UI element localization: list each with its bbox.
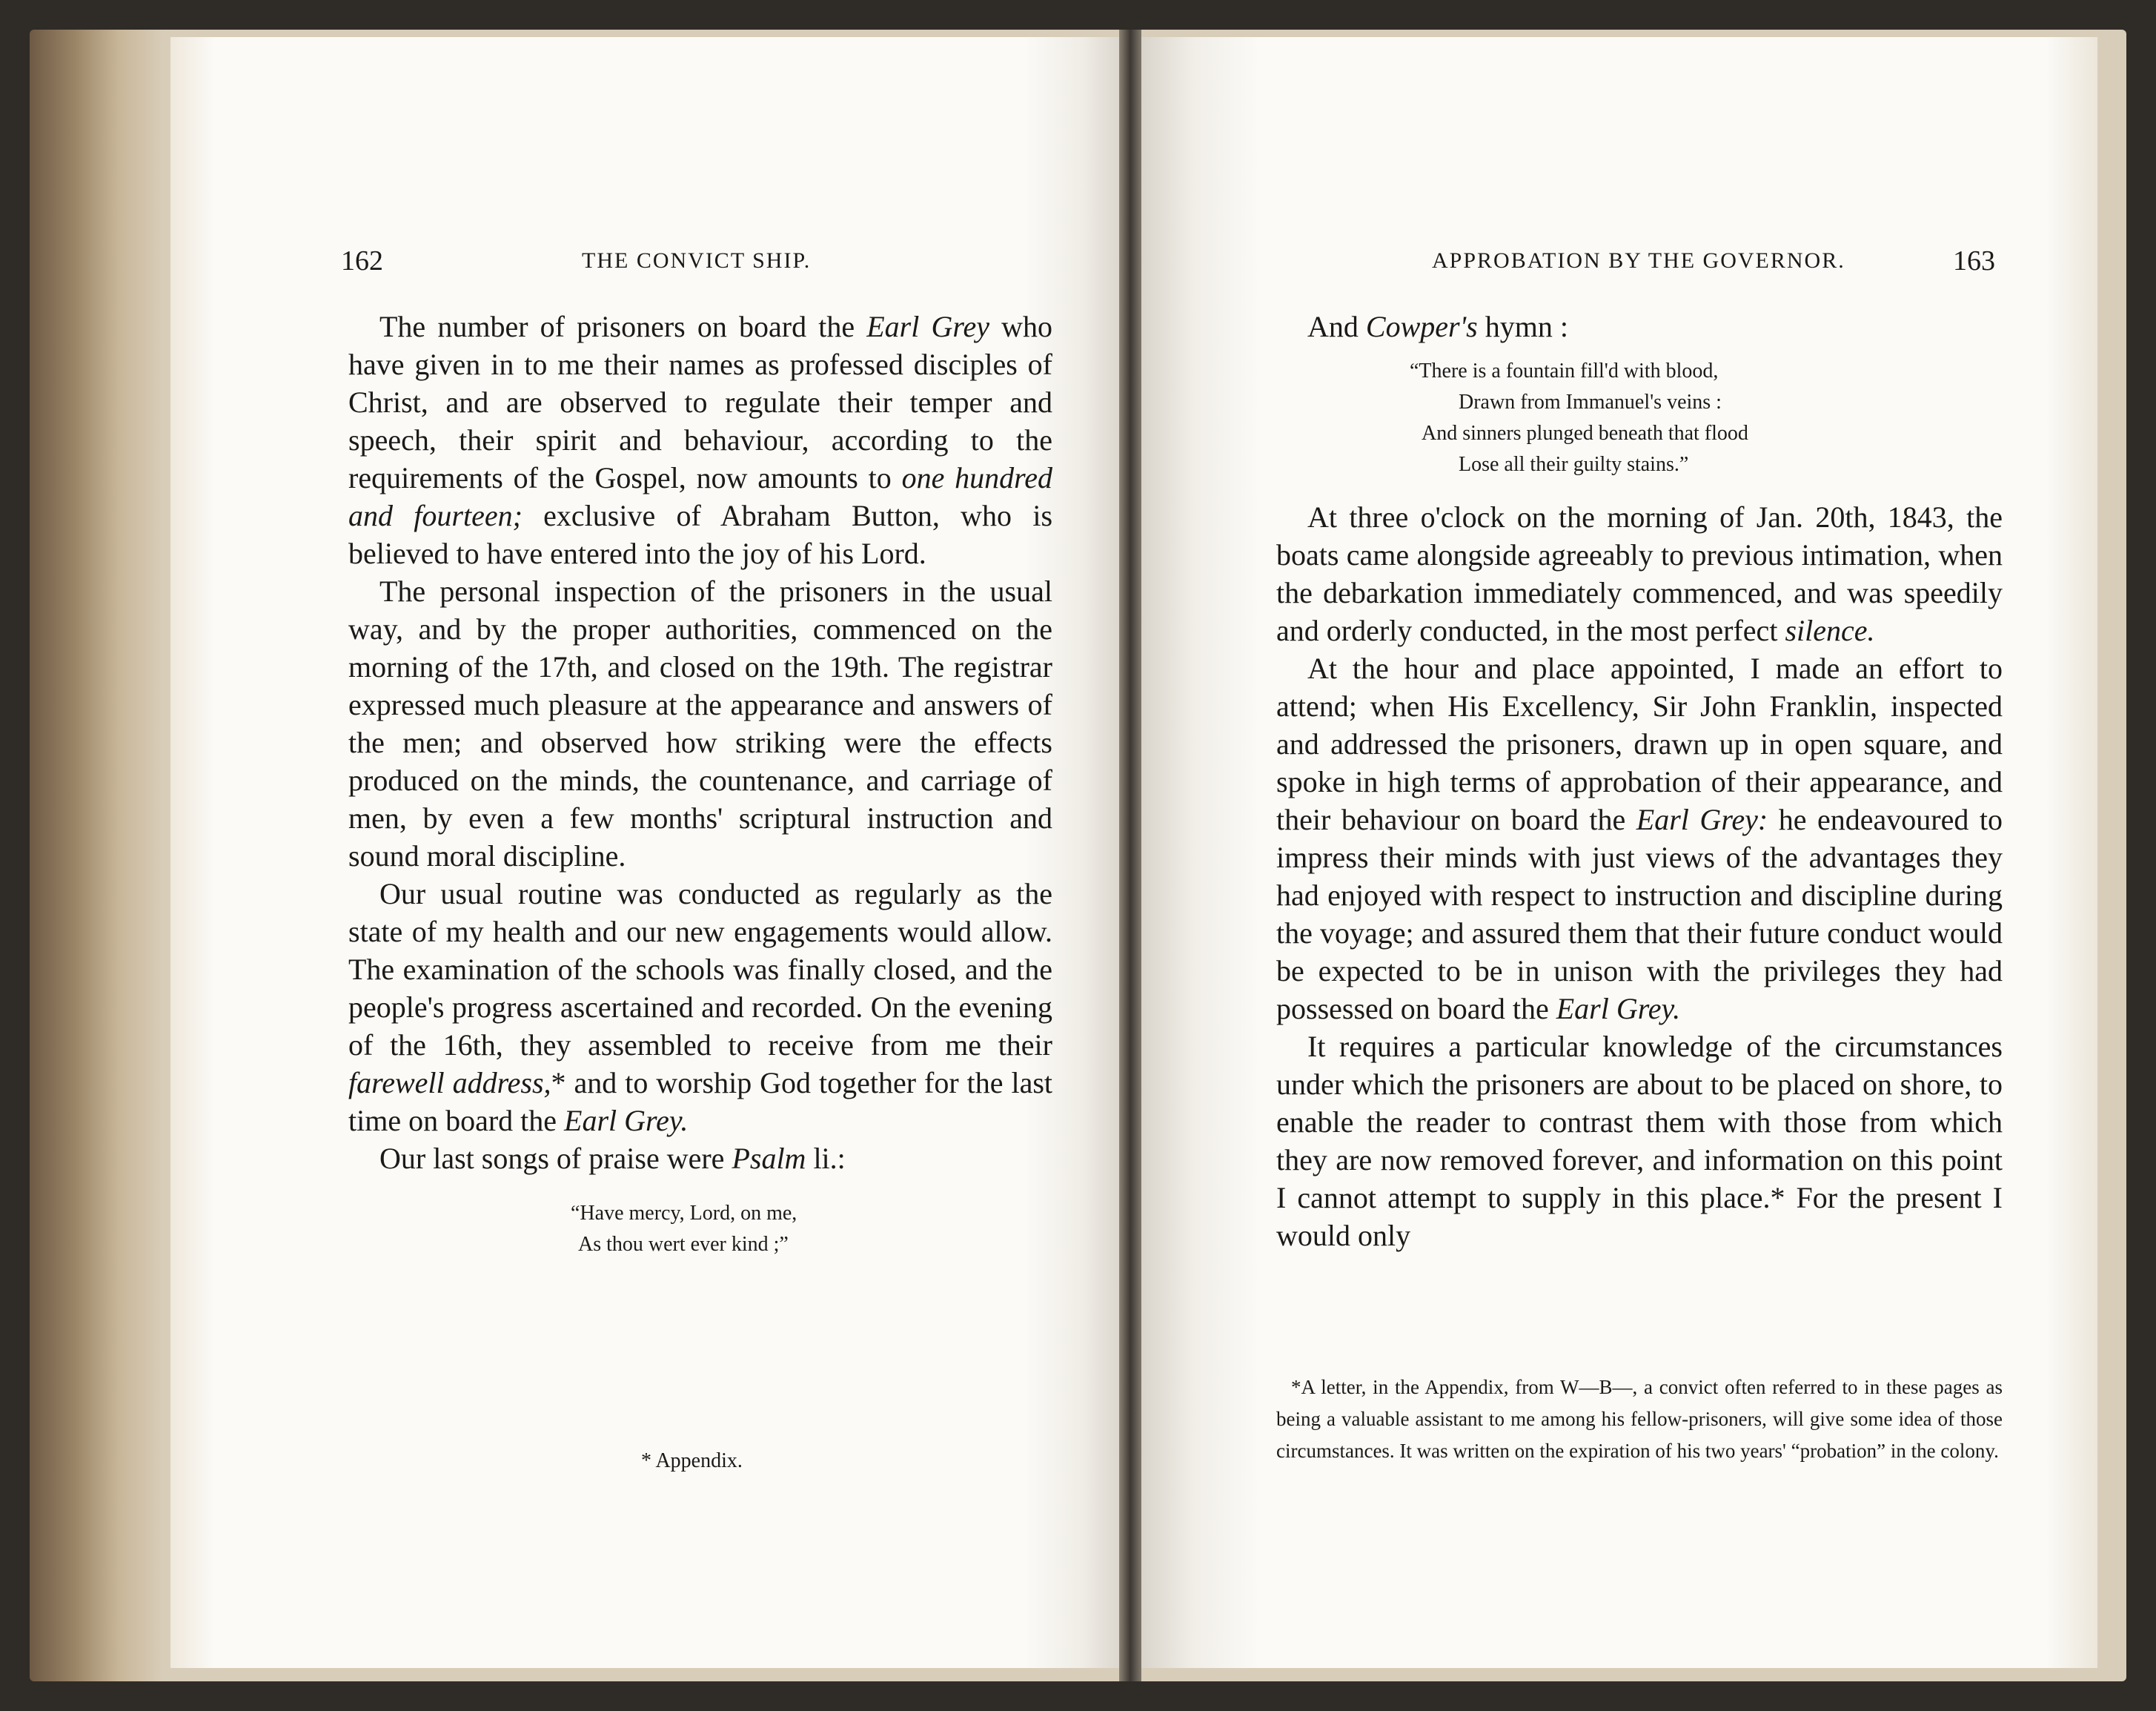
left-page [170, 37, 1119, 1668]
right-intro: And Cowper's hymn : [1307, 310, 1568, 343]
italic-text: farewell address, [348, 1066, 551, 1099]
left-paragraph-2: The personal inspection of the prisoners in the usual way, and by the proper authorities, commenced on the morning of the 17th, and closed on the 19th. The registrar expressed much pleasure at the appearance and answers of the men; and observed how striking were the effects produced on the minds, the countenance, and carriage of men, by even a few months' scriptural instruction and sound moral discipline. [348, 575, 1052, 873]
page-number-left: 162 [341, 245, 383, 277]
verse-line: “There is a fountain fill'd with blood, [1410, 360, 1719, 383]
page-number-right: 163 [1953, 245, 1995, 277]
book [30, 30, 2126, 1681]
left-verse [571, 1198, 1052, 1260]
right-paragraph-3: It requires a particular knowledge of the circumstances under which the prisoners are about to be placed on shore, to enable the reader to contrast them with those from which they are now removed forever, and information on this point I cannot attempt to supply in this place.* For the present I would only [1276, 1030, 2003, 1252]
left-paragraph-3: Our usual routine was conducted as regularly as the state of my health and our new engagements would allow. The examination of the schools was finally closed, and the people's progress ascertained and recorded. On the evening of the 16th, they assembled to receive from me their farewell address,* and to worship God together for the last time on board the Earl Grey. [348, 877, 1053, 1137]
footnote-right [1276, 1371, 2003, 1467]
footnote-left: * Appendix. [641, 1449, 743, 1472]
right-paragraph-1: At three o'clock on the morning of Jan. 20th, 1843, the boats came alongside agreeably to previous intimation, when the debarkation immediately commenced, and was speedily and orderly conducted, in the most perfect silence. [1276, 500, 2003, 647]
footnote-right-text: *A letter, in the Appendix, from W—B—, a convict often referred to in these pages as being a valuable assistant to me among his fellow-prisoners, will give some idea of those circumstances. It was written on the expiration of his two years' “probation” in the colony. [1276, 1376, 2003, 1462]
italic-text: Earl Grey. [564, 1104, 689, 1137]
italic-text: one hundred and fourteen; [348, 461, 1052, 532]
italic-text: Earl Grey. [1556, 992, 1681, 1025]
italic-text: silence. [1785, 614, 1875, 647]
left-paragraph-1: The number of prisoners on board the Earl Grey who have given in to me their names as professed disciples of Christ, and are observed to regulate their temper and speech, their spirit and behaviour, according to the requirements of the Gospel, now amounts to one hundred and fourteen; exclusive of Abraham Button, who is believed to have entered into the joy of his Lord. [348, 310, 1053, 570]
right-verse [1410, 356, 2003, 480]
verse-line: Lose all their guilty stains.” [1459, 453, 1689, 476]
left-paragraph-4: Our last songs of praise were Psalm li.: [379, 1142, 846, 1175]
verse-line: And sinners plunged beneath that flood [1422, 422, 1748, 445]
italic-text: Cowper's [1365, 310, 1478, 343]
italic-text: Earl Grey [866, 310, 989, 343]
verse-line: “Have mercy, Lord, on me, [571, 1202, 797, 1225]
verse-line: As thou wert ever kind ;” [578, 1233, 789, 1256]
book-gutter [1119, 30, 1141, 1681]
right-paragraph-2: At the hour and place appointed, I made an effort to attend; when His Excellency, Sir John Franklin, inspected and addressed the prisoners, drawn up in open square, and spoke in high terms of approbation of their appearance, and their behaviour on board the Earl Grey: he endeavoured to impress their minds with just views of the advantages they had enjoyed with respect to instruction and discipline during the voyage; and assured them that their future conduct would be expected to be in unison with the privileges they had possessed on board the Earl Grey. [1276, 652, 2003, 1025]
right-page [1141, 37, 2097, 1668]
verse-line: Drawn from Immanuel's veins : [1459, 391, 1722, 414]
italic-text: Earl Grey: [1636, 803, 1768, 836]
running-head-left: THE CONVICT SHIP. [582, 248, 812, 273]
right-text-block [1276, 308, 2003, 1254]
running-head-right: APPROBATION BY THE GOVERNOR. [1432, 248, 1845, 273]
italic-text: Psalm [732, 1142, 806, 1175]
left-text-block [348, 308, 1052, 1278]
